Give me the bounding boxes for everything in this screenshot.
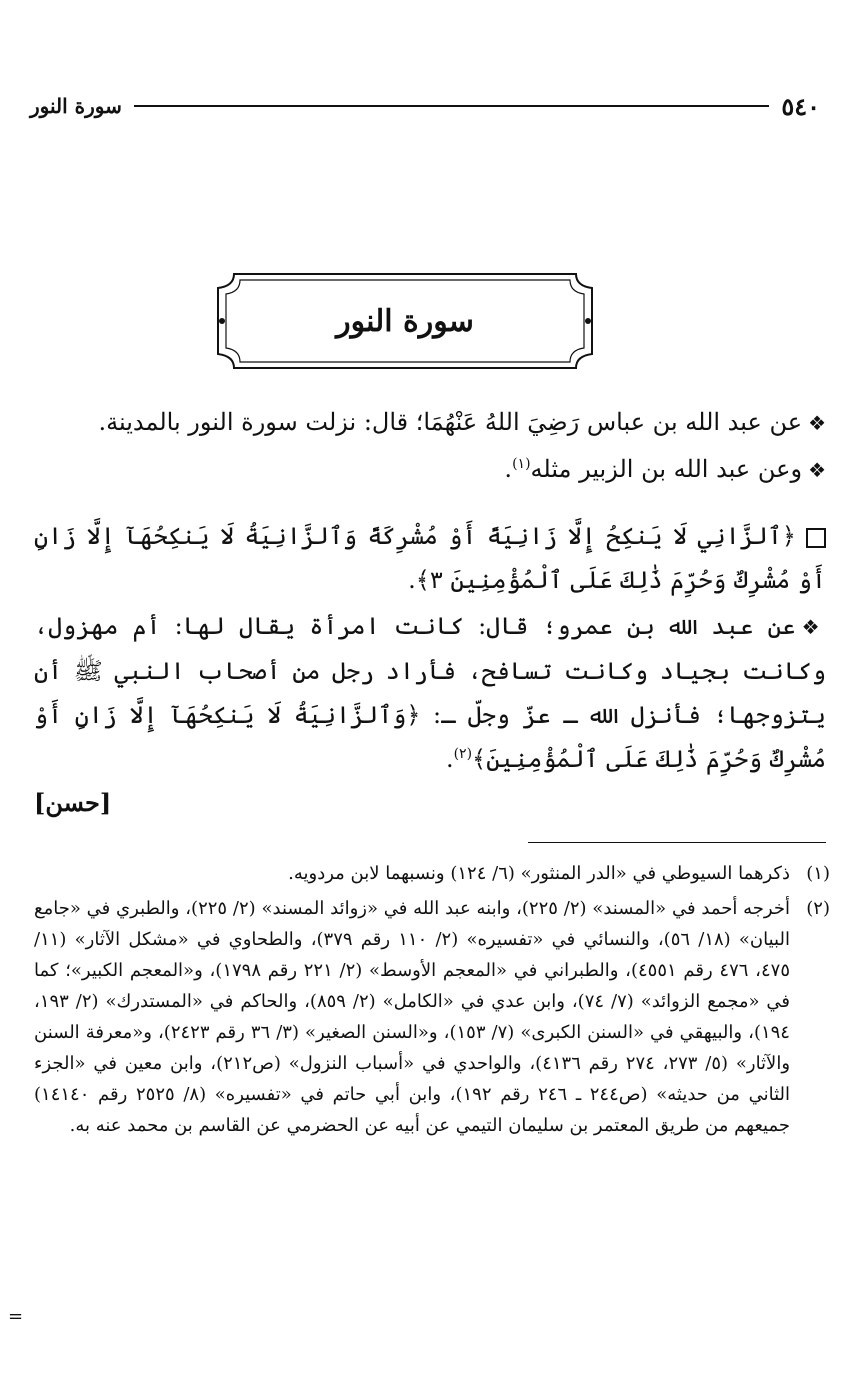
header-rule (134, 105, 769, 107)
footnote-ref-2: (٢) (453, 746, 473, 762)
main-text (34, 400, 826, 825)
hadith-ibn-abbas: ❖عن عبد الله بن عباس رَضِيَ اللهُ عَنْهُمَا؛ قال: نزلت سورة النور بالمدينة. (98, 408, 826, 436)
footnote-ref-1: (١) (512, 456, 531, 472)
running-title: سورة النور (30, 94, 122, 118)
page-number: ٥٤٠ (781, 91, 820, 121)
surah-title: سورة النور (336, 303, 474, 339)
diamond-bullet-icon: ❖ (808, 458, 826, 482)
footnote-text: ذكرهما السيوطي في «الدر المنثور» (٦/ ١٢٤) ونسبهما لابن مردويه. (288, 863, 790, 884)
diamond-bullet-icon: ❖ (801, 615, 826, 639)
page-header (30, 88, 820, 124)
hadith-ibn-amr: ❖عن عبد الله بن عمرو؛ قال: كانت امرأة يقال لها: أم مهزول، وكانت بجياد وكانت تسافح، فأراد رجل من أصحاب النبي ﷺ أن يتزوجها؛ فأنزل الله ـ عزّ وجلّ ـ: ﴿وَٱلزَّانِيَةُ لَا يَنكِحُهَآ إِلَّا زَانٍ أَوْ مُشْرِكٌ وَحُرِّمَ ذَٰلِكَ عَلَى ٱلْمُؤْمِنِينَ﴾$^{(٢)}$. [حسن] (34, 604, 826, 781)
footnotes (34, 858, 830, 1145)
footnote-number: (١) (806, 863, 830, 884)
hadith-grade: [حسن] (34, 788, 112, 817)
footnote-number: (٢) (806, 898, 830, 919)
footnote-text: أخرجه أحمد في «المسند» (٢/ ٢٢٥)، وابنه عبد الله في «زوائد المسند» (٢/ ٢٢٥)، والطبري في «جامع البيان» (١٨/ ٥٦)، والنسائي في «تفسيره» (٢/ ١١٠ رقم ٣٧٩)، والطحاوي في «مشكل الآثار» (١١/ ٤٧٥، ٤٧٦ رقم ٤٥٥١)، والطبراني في «المعجم الأوسط» (٢/ ٢٢١ رقم ١٧٩٨)، و«المعجم الكبير»؛ كما في «مجمع الزوائد» (٧/ ٧٤)، وابن عدي في «الكامل» (٢/ ٨٥٩)، والحاكم في «المستدرك» (٢/ ١٩٣، ١٩٤)، والبيهقي في «السنن الكبرى» (٧/ ١٥٣)، و«السنن الصغير» (٣/ ٣٦ رقم ٢٤٢٣)، و«معرفة السنن والآثار» (٥/ ٢٧٣، ٢٧٤ رقم ٤١٣٦)، والواحدي في «أسباب النزول» (ص٢١٢)، وابن معين في «الجزء الثاني من حديثه» (ص٢٤٤ ـ ٢٤٦ رقم ١٩٢)، وابن أبي حاتم في «تفسيره» (٨/ ٢٥٢٥ رقم ١٤١٤٠) جميعهم من طريق المعتمر بن سليمان التيمي عن أبيه عن الحضرمي عن القاسم بن محمد عنه به. (34, 898, 791, 1136)
footnote-1 (34, 858, 830, 889)
quran-verse: ﴿ٱلزَّانِي لَا يَنكِحُ إِلَّا زَانِيَةً أَوْ مُشْرِكَةً وَٱلزَّانِيَةُ لَا يَنكِحُهَآ إِلَّا زَانٍ أَوْ مُشْرِكٌ وَحُرِّمَ ذَٰلِكَ عَلَى ٱلْمُؤْمِنِينَ ٣﴾. (34, 522, 826, 594)
square-bullet-icon (806, 528, 826, 548)
continuation-mark: = (8, 1306, 24, 1327)
surah-title-frame (212, 270, 598, 372)
hadith-ibn-zubair: ❖وعن عبد الله بن الزبير مثله$^{(١)}$. (504, 455, 826, 483)
diamond-bullet-icon: ❖ (808, 411, 826, 435)
footnote-2 (34, 893, 830, 1141)
footnote-separator (528, 842, 826, 843)
